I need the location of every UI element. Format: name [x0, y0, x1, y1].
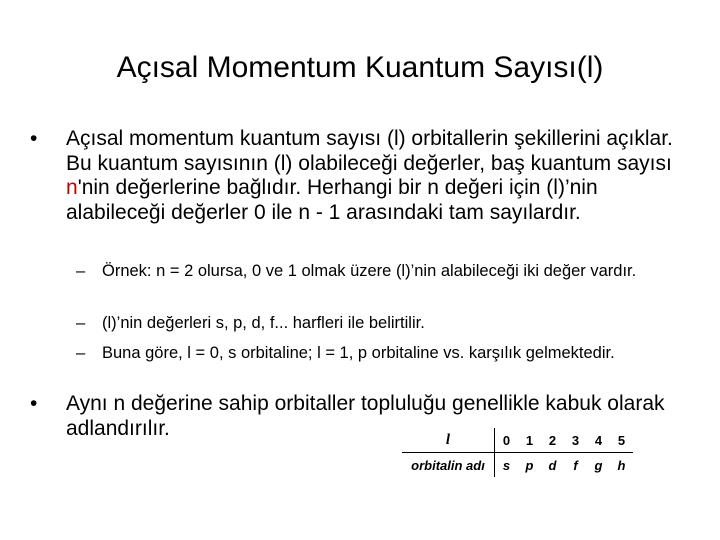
dash-marker: –	[76, 314, 86, 332]
table-row-orbital-name	[402, 453, 633, 478]
table-cell: h	[617, 457, 626, 473]
table-cell: 3	[564, 428, 587, 453]
orbital-table	[402, 428, 633, 477]
subbullet-letters	[76, 314, 702, 333]
dash-marker: –	[76, 262, 86, 280]
subbullet-correspondence	[76, 344, 702, 363]
table-cell: 4	[587, 428, 610, 453]
bullet1-highlight-n: n	[66, 176, 78, 199]
dash-marker: –	[76, 344, 86, 362]
subbullet-text: Örnek: n = 2 olursa, 0 ve 1 olmak üzere (l)’nin alabileceği iki değer vardır.	[102, 262, 637, 280]
bullet2-text: Aynı n değerine sahip orbitaller topluluğu genellikle kabuk olarak adlandırılır.	[66, 392, 665, 440]
table-label-l: l	[402, 428, 495, 453]
bullet-marker: •	[30, 392, 38, 415]
bullet-angular-momentum	[30, 127, 696, 225]
table-row-l	[402, 428, 633, 453]
bullet1-text-part2: 'nin değerlerine bağlıdır. Herhangi bir n değeri için (l)’nin alabileceği değerler 0 ile n - 1 arasındaki tam sayılardır.	[66, 176, 598, 224]
slide-title: Açısal Momentum Kuantum Sayısı(l)	[116, 51, 604, 84]
table-cell: g	[594, 457, 603, 473]
bullet1-text-part1: Açısal momentum kuantum sayısı (l) orbitallerin şekillerini açıklar. Bu kuantum sayısının (l) olabileceği değerler, baş kuantum sayısı	[66, 127, 673, 175]
table-cell: 1	[518, 428, 541, 453]
subbullet-text: Buna göre, l = 0, s orbitaline; l = 1, p orbitaline vs. karşılık gelmektedir.	[102, 344, 615, 362]
table-cell: f	[573, 457, 578, 473]
table-cell: 2	[541, 428, 564, 453]
subbullet-example	[76, 262, 702, 281]
table-cell: s	[502, 457, 511, 473]
table-cell: p	[525, 457, 534, 473]
table-cell: 5	[610, 428, 633, 453]
bullet-marker: •	[30, 127, 38, 150]
table-label-orbital-name: orbitalin adı	[402, 453, 495, 478]
subbullet-text: (l)’nin değerleri s, p, d, f... harfleri ile belirtilir.	[102, 314, 425, 332]
table-cell: 0	[495, 428, 519, 453]
table-cell: d	[548, 457, 557, 473]
